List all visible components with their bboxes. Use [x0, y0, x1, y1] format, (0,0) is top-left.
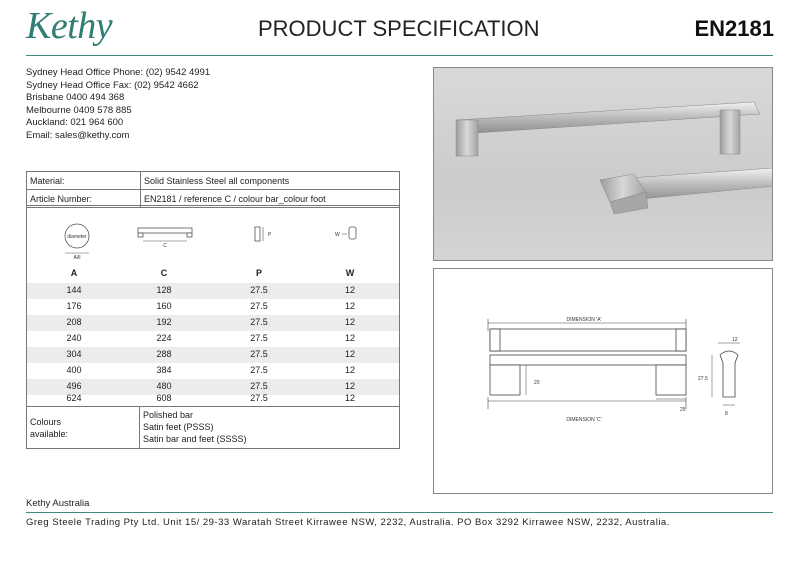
footer-rule: [26, 512, 773, 513]
material-value: Solid Stainless Steel all components: [141, 172, 400, 190]
dimensions-panel: [26, 205, 400, 407]
cell-a: 400: [66, 365, 82, 375]
projection-icon: [251, 224, 275, 248]
contact-line: Melbourne 0409 578 885: [26, 104, 132, 116]
cell-w: 12: [344, 333, 355, 343]
cell-w: 12: [344, 381, 355, 391]
colours-label-line: available:: [30, 429, 69, 439]
cell-p: 27.5: [250, 317, 268, 327]
w-caption: W: [335, 232, 340, 238]
cell-w: 12: [344, 365, 355, 375]
cell-c: 224: [156, 333, 172, 343]
product-photo: [433, 67, 773, 261]
cell-w: 12: [344, 285, 355, 295]
dimension-c-label: DIMENSION 'C': [566, 417, 602, 423]
diameter-icon: [57, 220, 97, 260]
label-25: 25: [680, 407, 686, 413]
table-row: [27, 331, 399, 347]
table-row: [27, 299, 399, 315]
colours-panel: [26, 407, 400, 449]
cell-c: 128: [156, 285, 172, 295]
table-row: [27, 391, 399, 407]
colour-option: Polished bar: [143, 410, 194, 420]
cell-p: 27.5: [250, 365, 268, 375]
colours-label: [27, 407, 140, 448]
cell-c: 608: [156, 393, 172, 403]
technical-drawing: [433, 268, 773, 494]
document-title: PRODUCT SPECIFICATION: [258, 16, 540, 41]
table-row: [27, 172, 400, 190]
label-12: 12: [732, 337, 738, 343]
header-rule: [26, 55, 773, 56]
article-label: Article Number:: [27, 190, 141, 208]
col-header-w: W: [345, 268, 355, 278]
cell-a: 144: [66, 285, 82, 295]
contact-line: Brisbane 0400 494 368: [26, 92, 125, 104]
col-header-a: A: [70, 268, 78, 278]
cell-c: 192: [156, 317, 172, 327]
cell-p: 27.5: [250, 349, 268, 359]
contact-line: Sydney Head Office Fax: (02) 9542 4662: [26, 79, 199, 91]
product-code: EN2181: [694, 16, 774, 41]
cell-p: 27.5: [250, 301, 268, 311]
table-row: [27, 283, 399, 299]
diameter-caption: diameter: [67, 234, 87, 240]
article-value: EN2181 / reference C / colour bar_colour foot: [141, 190, 400, 208]
diameter-sub-caption: A/ll: [73, 255, 81, 260]
cell-a: 496: [66, 381, 82, 391]
contact-line: Auckland: 021 964 600: [26, 117, 124, 129]
cell-p: 27.5: [250, 393, 268, 403]
cell-c: 384: [156, 365, 172, 375]
cell-a: 624: [66, 393, 82, 403]
p-caption: P: [268, 232, 272, 238]
colour-option: Satin bar and feet (SSSS): [143, 434, 247, 444]
cell-a: 208: [66, 317, 82, 327]
table-row: [27, 347, 399, 363]
col-header-p: P: [255, 268, 262, 278]
footer-company: Kethy Australia: [26, 498, 90, 509]
contact-block: [26, 67, 210, 143]
cell-a: 304: [66, 349, 82, 359]
contact-line: Sydney Head Office Phone: (02) 9542 4991: [26, 67, 211, 78]
bar-length-icon: [135, 224, 195, 248]
cell-w: 12: [344, 393, 355, 403]
dimension-drawing: [434, 269, 774, 495]
col-header-c: C: [160, 268, 168, 278]
c-caption: C: [163, 243, 167, 248]
colour-option: Satin feet (PSSS): [143, 422, 214, 432]
cell-p: 27.5: [250, 333, 268, 343]
material-label: Material:: [27, 172, 141, 190]
cell-c: 480: [156, 381, 172, 391]
cell-w: 12: [344, 301, 355, 311]
cell-w: 12: [344, 349, 355, 359]
colour-options: [143, 409, 247, 445]
spec-table: [26, 171, 400, 208]
colours-label-line: Colours: [30, 417, 62, 427]
cell-w: 12: [344, 317, 355, 327]
label-27-5: 27.5: [698, 376, 708, 382]
cell-p: 27.5: [250, 381, 268, 391]
cell-a: 240: [66, 333, 82, 343]
dimension-a-label: DIMENSION 'A': [566, 317, 602, 323]
cell-c: 160: [156, 301, 172, 311]
label-20: 20: [534, 380, 540, 386]
handle-illustration: [434, 68, 773, 261]
cell-c: 288: [156, 349, 172, 359]
brand-logo: Kethy: [26, 5, 113, 47]
footer-address: Greg Steele Trading Pty Ltd. Unit 15/ 29-33 Waratah Street Kirrawee NSW, 2232, Australia. PO Box 3292 Kirrawee NSW, 2232, Australia.: [26, 517, 670, 528]
width-icon: [333, 224, 367, 248]
cell-a: 176: [66, 301, 82, 311]
table-row: [27, 363, 399, 379]
table-row: [27, 315, 399, 331]
contact-line: Email: sales@kethy.com: [26, 129, 130, 141]
label-8: 8: [725, 411, 728, 417]
cell-p: 27.5: [250, 285, 268, 295]
